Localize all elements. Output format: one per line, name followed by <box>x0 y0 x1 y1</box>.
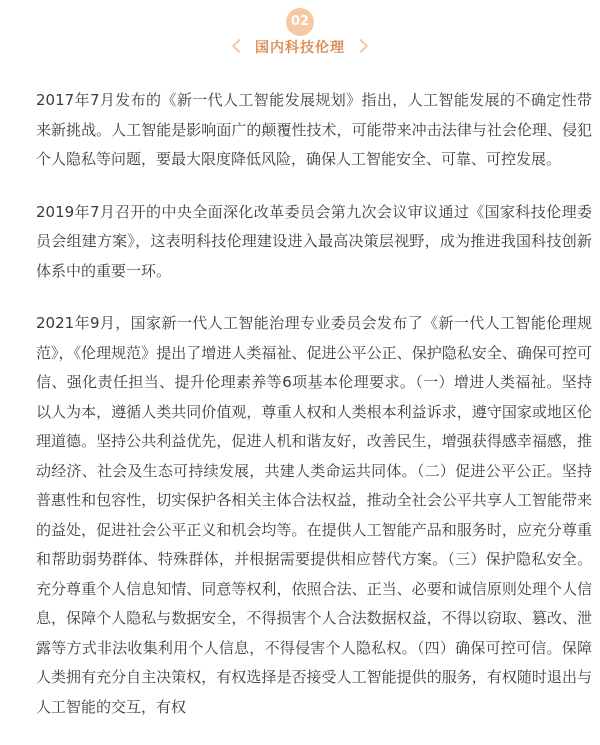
section-number-badge: 02 <box>286 8 314 36</box>
section-title: 国内科技伦理 <box>255 39 345 56</box>
section-title-row <box>0 36 600 60</box>
paragraph-2017-plan: 2017年7月发布的《新一代人工智能发展规划》指出，人工智能发展的不确定性带来新挑战。人工智能是影响面广的颠覆性技术，可能带来冲击法律与社会伦理、侵犯个人隐私等问题，要最大限度降低风险，确保人工智能安全、可靠、可控发展。 <box>36 91 592 168</box>
article-body <box>36 86 592 745</box>
paragraph-2021-ethics-norms: 2021年9月，国家新一代人工智能治理专业委员会发布了《新一代人工智能伦理规范》，《伦理规范》提出了增进人类福祉、促进公平公正、保护隐私安全、确保可控可信、强化责任担当、提升伦理素养等6项基本伦理要求。（一）增进人类福祉。坚持以人为本，遵循人类共同价值观，尊重人权和人类根本利益诉求，遵守国家或地区伦理道德。坚持公共利益优先，促进人机和谐友好，改善民生，增强获得感幸福感，推动经济、社会及生态可持续发展，共建人类命运共同体。（二）促进公平公正。坚持普惠性和包容性，切实保护各相关主体合法权益，推动全社会公平共享人工智能带来的益处，促进社会公平正义和机会均等。在提供人工智能产品和服务时，应充分尊重和帮助弱势群体、特殊群体，并根据需要提供相应替代方案。（三）保护隐私安全。充分尊重个人信息知情、同意等权利，依照合法、正当、必要和诚信原则处理个人信息，保障个人隐私与数据安全，不得损害个人合法数据权益，不得以窃取、篡改、泄露等方式非法收集利用个人信息，不得侵害个人隐私权。（四）确保可控可信。保障人类拥有充分自主决策权，有权选择是否接受人工智能提供的服务，有权随时退出与人工智能的交互，有权 <box>36 314 592 716</box>
section-header <box>0 0 600 70</box>
paragraph-2019-committee: 2019年7月召开的中央全面深化改革委员会第九次会议审议通过《国家科技伦理委员会组建方案》，这表明科技伦理建设进入最高决策层视野，成为推进我国科技创新体系中的重要一环。 <box>36 202 592 280</box>
left-chevron-decoration-icon <box>232 38 246 52</box>
right-chevron-decoration-icon <box>354 38 368 52</box>
